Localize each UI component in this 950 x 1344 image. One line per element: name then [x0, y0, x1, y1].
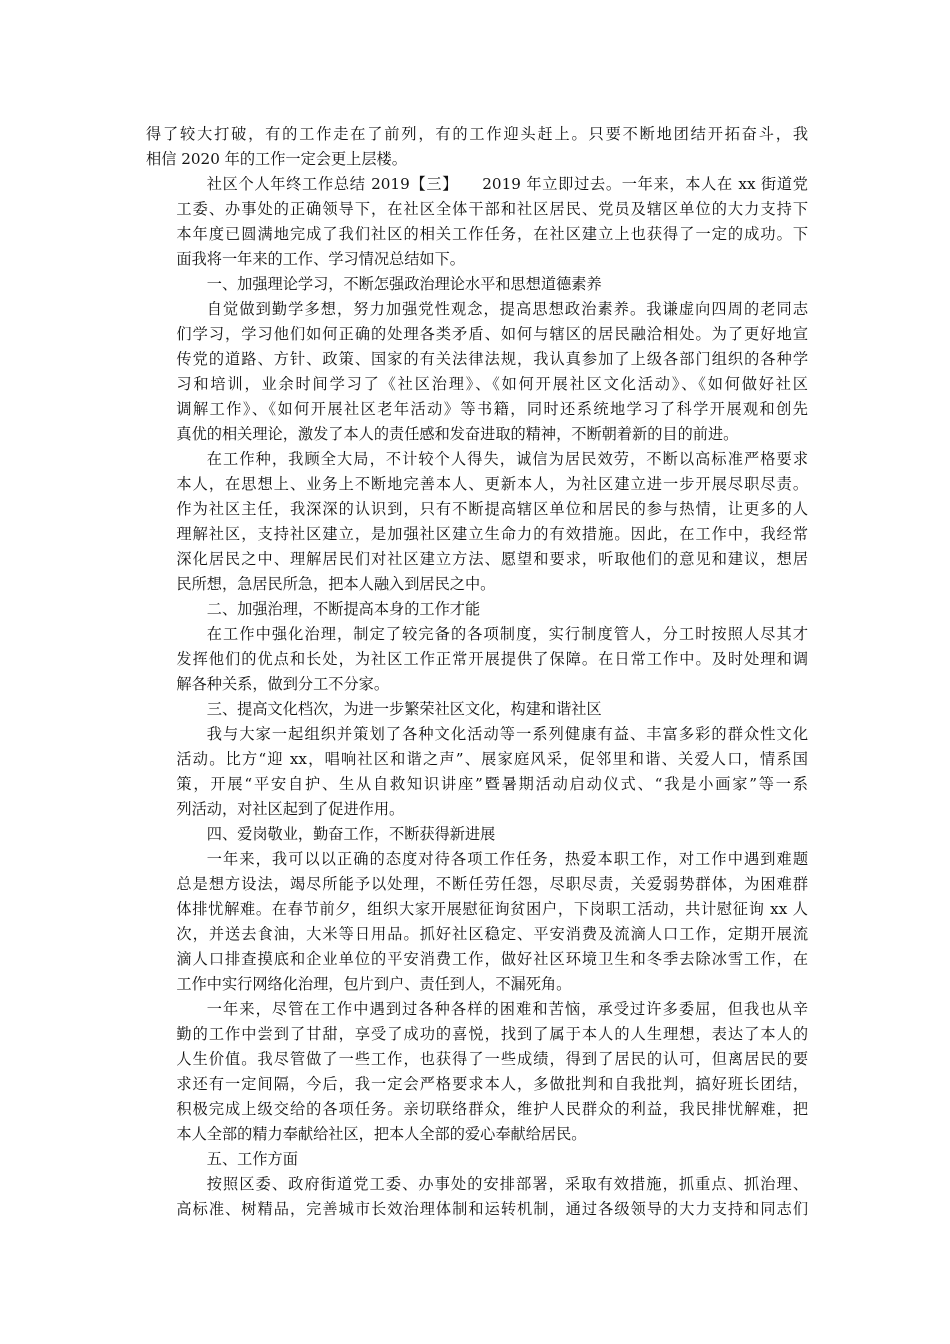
- text-line: 传党的道路、方针、政策、国家的有关法律法规，我认真参加了上级各部门组织的各种学: [176, 350, 808, 368]
- text-line: 我与大家一起组织并策划了各种文化活动等一系列健康有益、丰富多彩的群众性文化: [206, 725, 808, 743]
- text-line: 四、爱岗敬业，勤奋工作，不断获得新进展: [206, 825, 496, 843]
- text-line: 工委、办事处的正确领导下，在社区全体干部和社区居民、党员及辖区单位的大力支持下: [176, 200, 808, 218]
- text-line: 按照区委、政府街道党工委、办事处的安排部署，采取有效措施，抓重点、抓治理、: [206, 1175, 808, 1193]
- paragraph: [146, 997, 808, 1147]
- text-line: 相信 2020 年的工作一定会更上层楼。: [146, 150, 407, 168]
- text-line: 在工作种，我顾全大局，不计较个人得失，诚信为居民效劳，不断以高标准严格要求: [206, 450, 808, 468]
- text-line: 二、加强治理，不断提高本身的工作才能: [206, 600, 481, 618]
- text-line: 一年来，尽管在工作中遇到过各种各样的困难和苦恼，承受过许多委屈，但我也从辛: [206, 1000, 808, 1018]
- text-line: 习和培训，业余时间学习了《社区治理》、《如何开展社区文化活动》、《如何做好社区: [176, 375, 808, 393]
- paragraph: [146, 1172, 808, 1222]
- paragraph: [146, 597, 808, 622]
- text-line: 工作中实行网络化治理，包片到户、责任到人，不漏死角。: [176, 975, 572, 993]
- text-line: 总是想方设法，竭尽所能予以处理，不断任劳任怨，尽职尽责，关爱弱势群体，为困难群: [176, 875, 808, 893]
- text-line: 自觉做到勤学多想，努力加强党性观念，提高思想政治素养。我谦虚向四周的老同志: [206, 300, 808, 318]
- text-line: 得了较大打破，有的工作走在了前列，有的工作迎头赶上。只要不断地团结开拓奋斗，我: [146, 125, 808, 143]
- text-line: 人生价值。我尽管做了一些工作，也获得了一些成绩，得到了居民的认可，但离居民的要: [176, 1050, 808, 1068]
- text-line: 发挥他们的优点和长处，为社区工作正常开展提供了保障。在日常工作中。及时处理和调: [176, 650, 808, 668]
- paragraph: [146, 697, 808, 722]
- text-line: 社区个人年终工作总结 2019【三】 2019 年立即过去。一年来，本人在 xx 街道党: [206, 175, 808, 193]
- paragraph: [146, 822, 808, 847]
- document-page: [146, 122, 808, 1222]
- text-line: 勤的工作中尝到了甘甜，享受了成功的喜悦，找到了属于本人的人生理想，表达了本人的: [176, 1025, 808, 1043]
- text-line: 一、加强理论学习，不断怎强政治理论水平和思想道德素养: [206, 275, 602, 293]
- paragraph: [146, 297, 808, 447]
- text-line: 体排忧解难。在春节前夕，组织大家开展慰征询贫困户，下岗职工活动，共计慰征询 xx 人: [176, 900, 808, 918]
- text-line: 深化居民之中、理解居民们对社区建立方法、愿望和要求，听取他们的意见和建议，想居: [176, 550, 808, 568]
- text-line: 三、提高文化档次，为进一步繁荣社区文化，构建和谐社区: [206, 700, 602, 718]
- text-line: 列活动，对社区起到了促进作用。: [176, 800, 405, 818]
- text-line: 民所想，急居民所急，把本人融入到居民之中。: [176, 575, 496, 593]
- text-line: 本年度已圆满地完成了我们社区的相关工作任务，在社区建立上也获得了一定的成功。下: [176, 225, 808, 243]
- paragraph: [146, 622, 808, 697]
- text-line: 解各种关系，做到分工不分家。: [176, 675, 390, 693]
- text-line: 求还有一定间隔，今后，我一定会严格要求本人，多做批判和自我批判，搞好班长团结，: [176, 1075, 808, 1093]
- text-line: 积极完成上级交给的各项任务。亲切联络群众，维护人民群众的利益，我民排忧解难，把: [176, 1100, 808, 1118]
- text-line: 次，并送去食油，大米等日用品。抓好社区稳定、平安消费及流滴人口工作，定期开展流: [176, 925, 808, 943]
- paragraph: [146, 272, 808, 297]
- text-line: 一年来，我可以以正确的态度对待各项工作任务，热爱本职工作，对工作中遇到难题: [206, 850, 808, 868]
- text-line: 在工作中强化治理，制定了较完备的各项制度，实行制度管人，分工时按照人尽其才: [206, 625, 808, 643]
- text-line: 策，开展“平安自护、生从自救知识讲座”暨暑期活动启动仪式、“我是小画家”等一系: [176, 775, 808, 793]
- text-line: 真优的相关理论，激发了本人的责任感和发奋进取的精神，不断朝着新的目的前进。: [176, 425, 739, 443]
- text-line: 们学习，学习他们如何正确的处理各类矛盾、如何与辖区的居民融洽相处。为了更好地宣: [176, 325, 808, 343]
- text-line: 滴人口排查摸底和企业单位的平安消费工作，做好社区环境卫生和冬季去除冰雪工作，在: [176, 950, 808, 968]
- paragraph: [146, 1147, 808, 1172]
- text-line: 活动。比方“迎 xx，唱响社区和谐之声”、展家庭风采，促邻里和谐、关爱人口，情系国: [176, 750, 808, 768]
- text-line: 本人全部的精力奉献给社区，把本人全部的爱心奉献给居民。: [176, 1125, 587, 1143]
- paragraph: [146, 122, 808, 172]
- text-line: 高标准、树精品，完善城市长效治理体制和运转机制，通过各级领导的大力支持和同志们: [176, 1200, 808, 1218]
- text-line: 五、工作方面: [206, 1150, 298, 1168]
- text-line: 作为社区主任，我深深的认识到，只有不断提高辖区单位和居民的参与热情，让更多的人: [176, 500, 808, 518]
- paragraph: [146, 447, 808, 597]
- paragraph: [146, 847, 808, 997]
- paragraph: [146, 172, 808, 272]
- text-line: 本人，在思想上、业务上不断地完善本人、更新本人，为社区建立进一步开展尽职尽责。: [176, 475, 808, 493]
- text-line: 理解社区，支持社区建立，是加强社区建立生命力的有效措施。因此，在工作中，我经常: [176, 525, 808, 543]
- text-line: 调解工作》、《如何开展社区老年活动》等书籍，同时还系统地学习了科学开展观和创先: [176, 400, 808, 418]
- paragraph: [146, 722, 808, 822]
- text-line: 面我将一年来的工作、学习情况总结如下。: [176, 250, 465, 268]
